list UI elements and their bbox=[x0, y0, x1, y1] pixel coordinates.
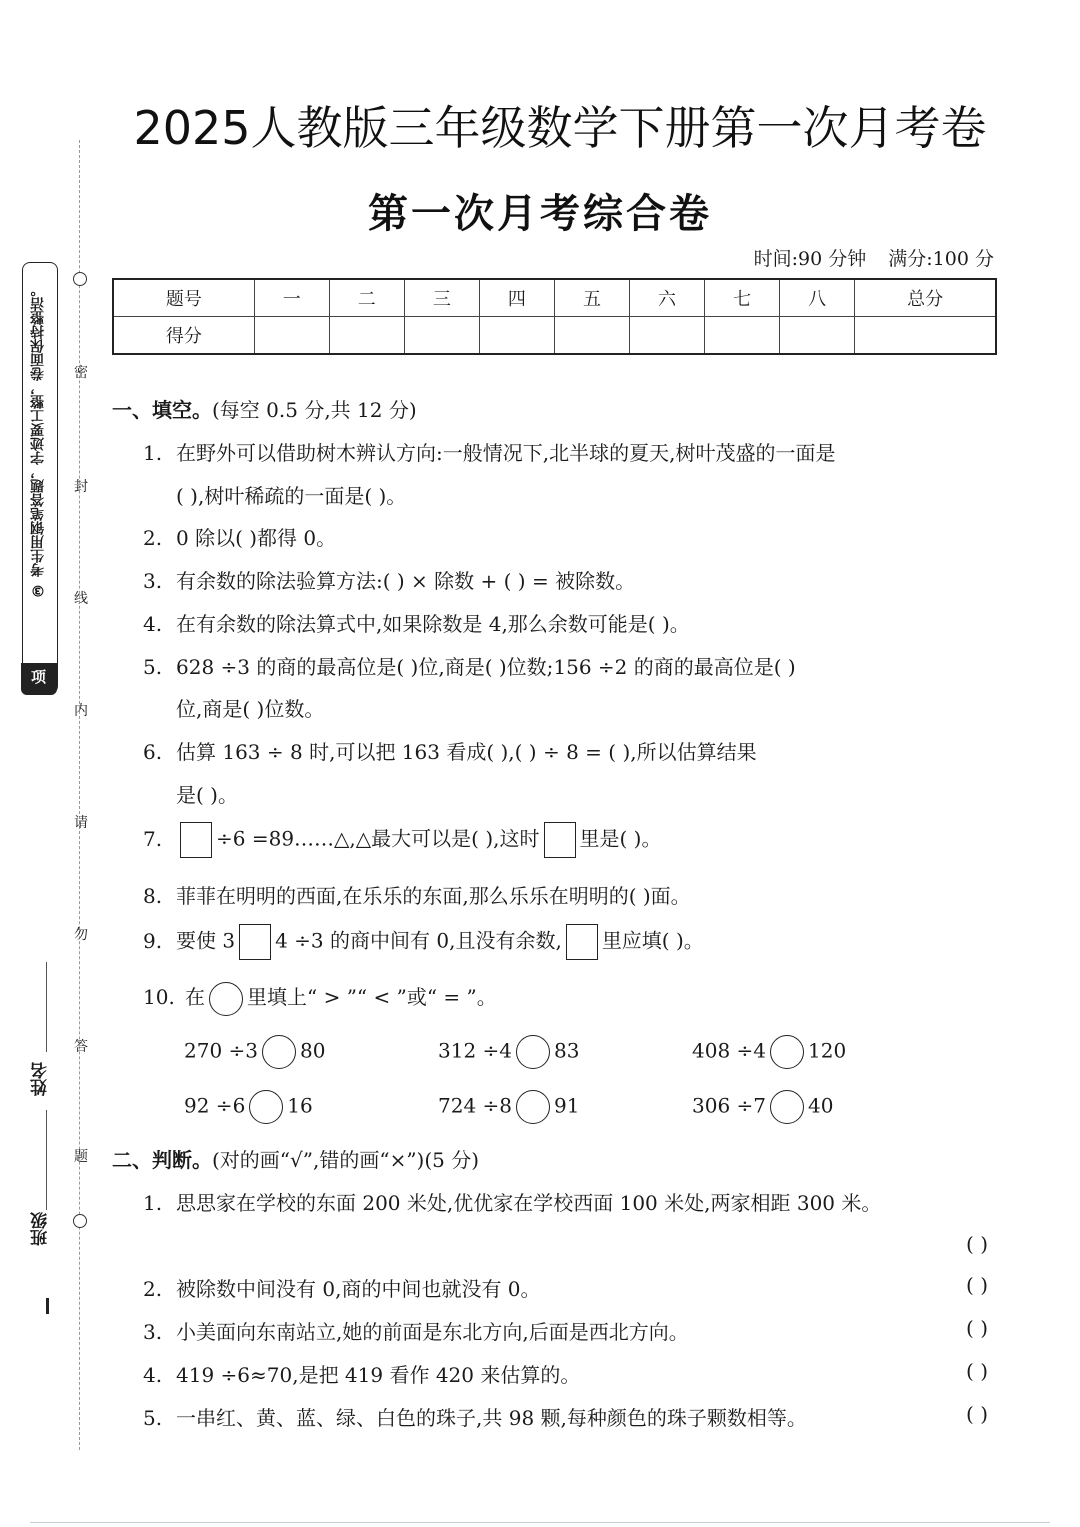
seal-char: 线 bbox=[74, 591, 88, 607]
table-cell: 二 bbox=[329, 279, 404, 317]
question-text: 菲菲在明明的西面,在乐乐的东面,那么乐乐在明明的( )面。 bbox=[176, 884, 691, 908]
exam-time: 时间:90 分钟 bbox=[753, 248, 867, 270]
question-number: 1. bbox=[143, 441, 163, 465]
question-text: 一串红、黄、蓝、绿、白色的珠子,共 98 颗,每种颜色的珠子颗数相等。 bbox=[176, 1406, 807, 1430]
table-cell: 一 bbox=[254, 279, 329, 317]
score-cell[interactable] bbox=[780, 317, 855, 355]
question-text: 里填上“ > ”“ < ”或“ = ”。 bbox=[247, 985, 497, 1009]
instruction-note: ③ 考生用钢笔答题，字迹要工整，卷面保持整洁。 bbox=[30, 283, 46, 598]
question-text: 被除数中间没有 0,商的中间也就没有 0。 bbox=[176, 1277, 541, 1301]
comparison-left: 724 ÷8 bbox=[438, 1093, 513, 1118]
exam-meta bbox=[732, 244, 994, 271]
score-table-header-row bbox=[113, 279, 996, 317]
answer-paren[interactable]: ( ) bbox=[966, 1273, 988, 1297]
comparison-right: 120 bbox=[808, 1038, 847, 1063]
question-number: 1. bbox=[143, 1191, 163, 1215]
seal-char: 封 bbox=[74, 479, 88, 495]
question-text: 里是( )。 bbox=[579, 826, 662, 851]
question-4 bbox=[143, 608, 690, 637]
score-cell[interactable] bbox=[705, 317, 780, 355]
question-3 bbox=[143, 565, 635, 594]
question-number: 9. bbox=[143, 928, 163, 953]
mark bbox=[46, 1298, 49, 1314]
answer-box[interactable] bbox=[239, 924, 271, 960]
question-number: 3. bbox=[143, 569, 163, 593]
binding-hole bbox=[73, 1214, 87, 1228]
table-cell: 六 bbox=[630, 279, 705, 317]
seal-char: 勿 bbox=[74, 927, 88, 943]
compare-circle[interactable] bbox=[770, 1035, 804, 1069]
question-number: 8. bbox=[143, 884, 163, 908]
question-text: 思思家在学校的东面 200 米处,优优家在学校西面 100 米处,两家相距 300 米。 bbox=[176, 1191, 882, 1215]
comparison-item bbox=[438, 1035, 579, 1069]
comparison-item bbox=[184, 1090, 313, 1124]
score-cell[interactable] bbox=[479, 317, 554, 355]
question-text: 628 ÷3 的商的最高位是( )位,商是( )位数;156 ÷2 的商的最高位是( ) bbox=[176, 655, 796, 679]
comparison-item bbox=[184, 1035, 325, 1069]
score-cell[interactable] bbox=[855, 317, 996, 355]
table-cell: 题号 bbox=[113, 279, 254, 317]
judge-item-3 bbox=[143, 1316, 689, 1345]
comparison-left: 312 ÷4 bbox=[438, 1038, 513, 1063]
comparison-left: 408 ÷4 bbox=[692, 1038, 767, 1063]
section-1-note: (每空 0.5 分,共 12 分) bbox=[212, 398, 417, 422]
answer-box[interactable] bbox=[544, 822, 576, 858]
question-6 bbox=[143, 736, 757, 765]
question-number: 2. bbox=[143, 1277, 163, 1301]
name-label: 姓名 bbox=[31, 1062, 51, 1096]
question-5-cont: 位,商是( )位数。 bbox=[176, 697, 325, 721]
binding-hole bbox=[73, 272, 87, 286]
table-cell: 八 bbox=[780, 279, 855, 317]
seal-char: 内 bbox=[74, 703, 88, 719]
question-number: 5. bbox=[143, 655, 163, 679]
answer-box[interactable] bbox=[180, 822, 212, 858]
score-cell[interactable] bbox=[329, 317, 404, 355]
judge-item-1 bbox=[143, 1187, 881, 1216]
exam-full-score: 满分:100 分 bbox=[888, 248, 994, 270]
section-2-note: (对的画“√”,错的画“×”)(5 分) bbox=[212, 1148, 480, 1172]
score-cell[interactable] bbox=[630, 317, 705, 355]
section-1-title: 一、填空。 bbox=[112, 398, 212, 422]
question-7 bbox=[143, 822, 661, 858]
name-line bbox=[46, 962, 47, 1052]
seal-char: 题 bbox=[74, 1149, 88, 1165]
question-number: 4. bbox=[143, 1363, 163, 1387]
score-cell[interactable] bbox=[554, 317, 629, 355]
answer-paren[interactable]: ( ) bbox=[966, 1232, 988, 1256]
section-2-heading bbox=[112, 1144, 479, 1173]
compare-circle[interactable] bbox=[516, 1090, 550, 1124]
answer-paren[interactable]: ( ) bbox=[966, 1316, 988, 1340]
question-text: 419 ÷6≈70,是把 419 看作 420 来估算的。 bbox=[176, 1363, 581, 1387]
question-5 bbox=[143, 651, 796, 680]
question-number: 3. bbox=[143, 1320, 163, 1344]
table-cell: 得分 bbox=[113, 317, 254, 355]
table-cell: 五 bbox=[554, 279, 629, 317]
question-2 bbox=[143, 522, 336, 551]
question-text: 在 bbox=[185, 985, 205, 1009]
comparison-right: 83 bbox=[554, 1038, 580, 1063]
comparison-right: 91 bbox=[554, 1093, 580, 1118]
question-1-cont: ( ),树叶稀疏的一面是( )。 bbox=[176, 484, 407, 508]
question-8 bbox=[143, 880, 691, 909]
comparison-item bbox=[692, 1090, 833, 1124]
seal-char: 答 bbox=[74, 1039, 88, 1055]
question-number: 6. bbox=[143, 740, 163, 764]
answer-paren[interactable]: ( ) bbox=[966, 1359, 988, 1383]
question-10 bbox=[143, 981, 497, 1016]
comparison-left: 306 ÷7 bbox=[692, 1093, 767, 1118]
judge-item-4 bbox=[143, 1359, 580, 1388]
table-cell: 三 bbox=[404, 279, 479, 317]
compare-circle[interactable] bbox=[209, 982, 243, 1016]
answer-paren[interactable]: ( ) bbox=[966, 1402, 988, 1426]
compare-circle[interactable] bbox=[516, 1035, 550, 1069]
comparison-left: 270 ÷3 bbox=[184, 1038, 259, 1063]
question-text: 要使 3 bbox=[176, 928, 236, 953]
compare-circle[interactable] bbox=[249, 1090, 283, 1124]
question-9 bbox=[143, 924, 704, 960]
question-number: 2. bbox=[143, 526, 163, 550]
section-2-title: 二、判断。 bbox=[112, 1148, 212, 1172]
comparison-item bbox=[438, 1090, 579, 1124]
comparison-item bbox=[692, 1035, 846, 1069]
question-text: 里应填( )。 bbox=[601, 928, 704, 953]
comparison-right: 80 bbox=[300, 1038, 326, 1063]
score-table bbox=[112, 278, 997, 355]
score-cell[interactable] bbox=[254, 317, 329, 355]
question-number: 7. bbox=[143, 826, 163, 851]
class-label: 班级 bbox=[31, 1212, 51, 1246]
question-text: 0 除以( )都得 0。 bbox=[176, 526, 337, 550]
comparison-right: 40 bbox=[808, 1093, 834, 1118]
question-text: 在野外可以借助树木辨认方向:一般情况下,北半球的夏天,树叶茂盛的一面是 bbox=[176, 441, 836, 465]
section-1-heading bbox=[112, 394, 417, 423]
binding-line bbox=[79, 140, 80, 1450]
judge-item-2 bbox=[143, 1273, 541, 1302]
question-text: ÷6 =89……△,△最大可以是( ),这时 bbox=[216, 826, 540, 851]
page-bottom-rule bbox=[30, 1522, 1050, 1523]
exam-subtitle: 第一次月考综合卷 bbox=[368, 190, 712, 237]
question-text: 4 ÷3 的商中间有 0,且没有余数, bbox=[275, 928, 562, 953]
question-number: 4. bbox=[143, 612, 163, 636]
comparison-right: 16 bbox=[287, 1093, 313, 1118]
question-text: 有余数的除法验算方法:( ) × 除数 + ( ) = 被除数。 bbox=[176, 569, 636, 593]
class-line bbox=[46, 1110, 47, 1210]
score-table-score-row bbox=[113, 317, 996, 355]
answer-box[interactable] bbox=[566, 924, 598, 960]
comparison-left: 92 ÷6 bbox=[184, 1093, 246, 1118]
question-1 bbox=[143, 437, 835, 466]
compare-circle[interactable] bbox=[770, 1090, 804, 1124]
question-text: 估算 163 ÷ 8 时,可以把 163 看成( ),( ) ÷ 8 = ( ),所以估算结果 bbox=[176, 740, 757, 764]
table-cell: 七 bbox=[705, 279, 780, 317]
table-cell: 总分 bbox=[855, 279, 996, 317]
question-6-cont: 是( )。 bbox=[176, 783, 238, 807]
table-cell: 四 bbox=[479, 279, 554, 317]
instruction-tab-label: 项 bbox=[31, 668, 47, 686]
question-number: 5. bbox=[143, 1406, 163, 1430]
instruction-strip bbox=[22, 262, 58, 694]
seal-char: 密 bbox=[74, 365, 88, 381]
question-number: 10. bbox=[143, 985, 175, 1009]
question-text: 小美面向东南站立,她的前面是东北方向,后面是西北方向。 bbox=[176, 1320, 689, 1344]
judge-item-5 bbox=[143, 1402, 807, 1431]
seal-char: 请 bbox=[74, 815, 88, 831]
page-title: 2025人教版三年级数学下册第一次月考卷 bbox=[133, 101, 987, 155]
score-cell[interactable] bbox=[404, 317, 479, 355]
compare-circle[interactable] bbox=[262, 1035, 296, 1069]
question-text: 在有余数的除法算式中,如果除数是 4,那么余数可能是( )。 bbox=[176, 612, 690, 636]
